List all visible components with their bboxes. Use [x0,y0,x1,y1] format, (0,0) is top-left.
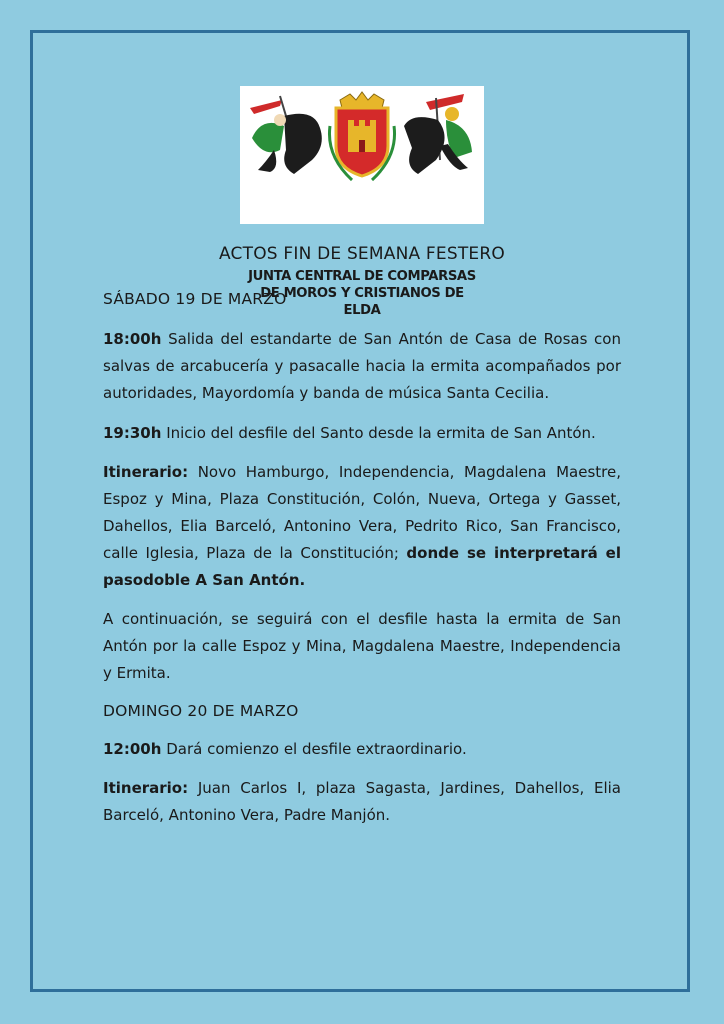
saturday-event-2 [103,420,621,447]
event-time: 12:00h [103,740,162,758]
moorish-knight-left-icon [250,96,322,174]
event-description: Salida del estandarte de San Antón de Casa de Rosas con salvas de arcabucería y pasacalle hacia la ermita acompañados por autoridades, Mayordomía y banda de música Santa Cecilia. [103,330,621,402]
sunday-itinerary [103,775,621,829]
event-time: 18:00h [103,330,162,348]
saturday-itinerary [103,459,621,594]
event-description: Dará comienzo el desfile extraordinario. [161,740,467,758]
christian-knight-right-icon [404,94,472,174]
sunday-heading: DOMINGO 20 DE MARZO [103,702,299,720]
itinerary-note: donde se interpretará el pasodoble A San Antón. [103,544,621,589]
saturday-event-1 [103,326,621,407]
saturday-heading: SÁBADO 19 DE MARZO [103,290,287,308]
itinerary-label: Itinerario: [103,463,189,481]
coat-of-arms-emblem [240,86,484,224]
logo-text-line2: DE MOROS Y CRISTIANOS DE ELDA [260,286,464,318]
itinerary-streets: Juan Carlos I, plaza Sagasta, Jardines, Dahellos, Elia Barceló, Antonino Vera, Padre Manjón. [103,779,621,824]
event-description: Inicio del desfile del Santo desde la ermita de San Antón. [161,424,596,442]
event-schedule [103,286,621,829]
saturday-continuation: A continuación, se seguirá con el desfile hasta la ermita de San Antón por la calle Espoz y Mina, Magdalena Maestre, Independencia y Ermita. [103,610,621,682]
event-time: 19:30h [103,424,162,442]
itinerary-streets: Novo Hamburgo, Independencia, Magdalena Maestre, Espoz y Mina, Plaza Constitución, Colón, Nueva, Ortega y Gasset, Dahellos, Elia Barceló, Antonino Vera, Pedrito Rico, San Francisco, calle Iglesia, Plaza de la Constitución; [103,463,621,562]
sunday-event-1 [103,736,621,763]
logo-text-line1: JUNTA CENTRAL DE COMPARSAS [248,269,476,284]
itinerary-label: Itinerario: [103,779,189,797]
page-title: ACTOS FIN DE SEMANA FESTERO [219,244,505,264]
shield-icon [329,92,394,180]
